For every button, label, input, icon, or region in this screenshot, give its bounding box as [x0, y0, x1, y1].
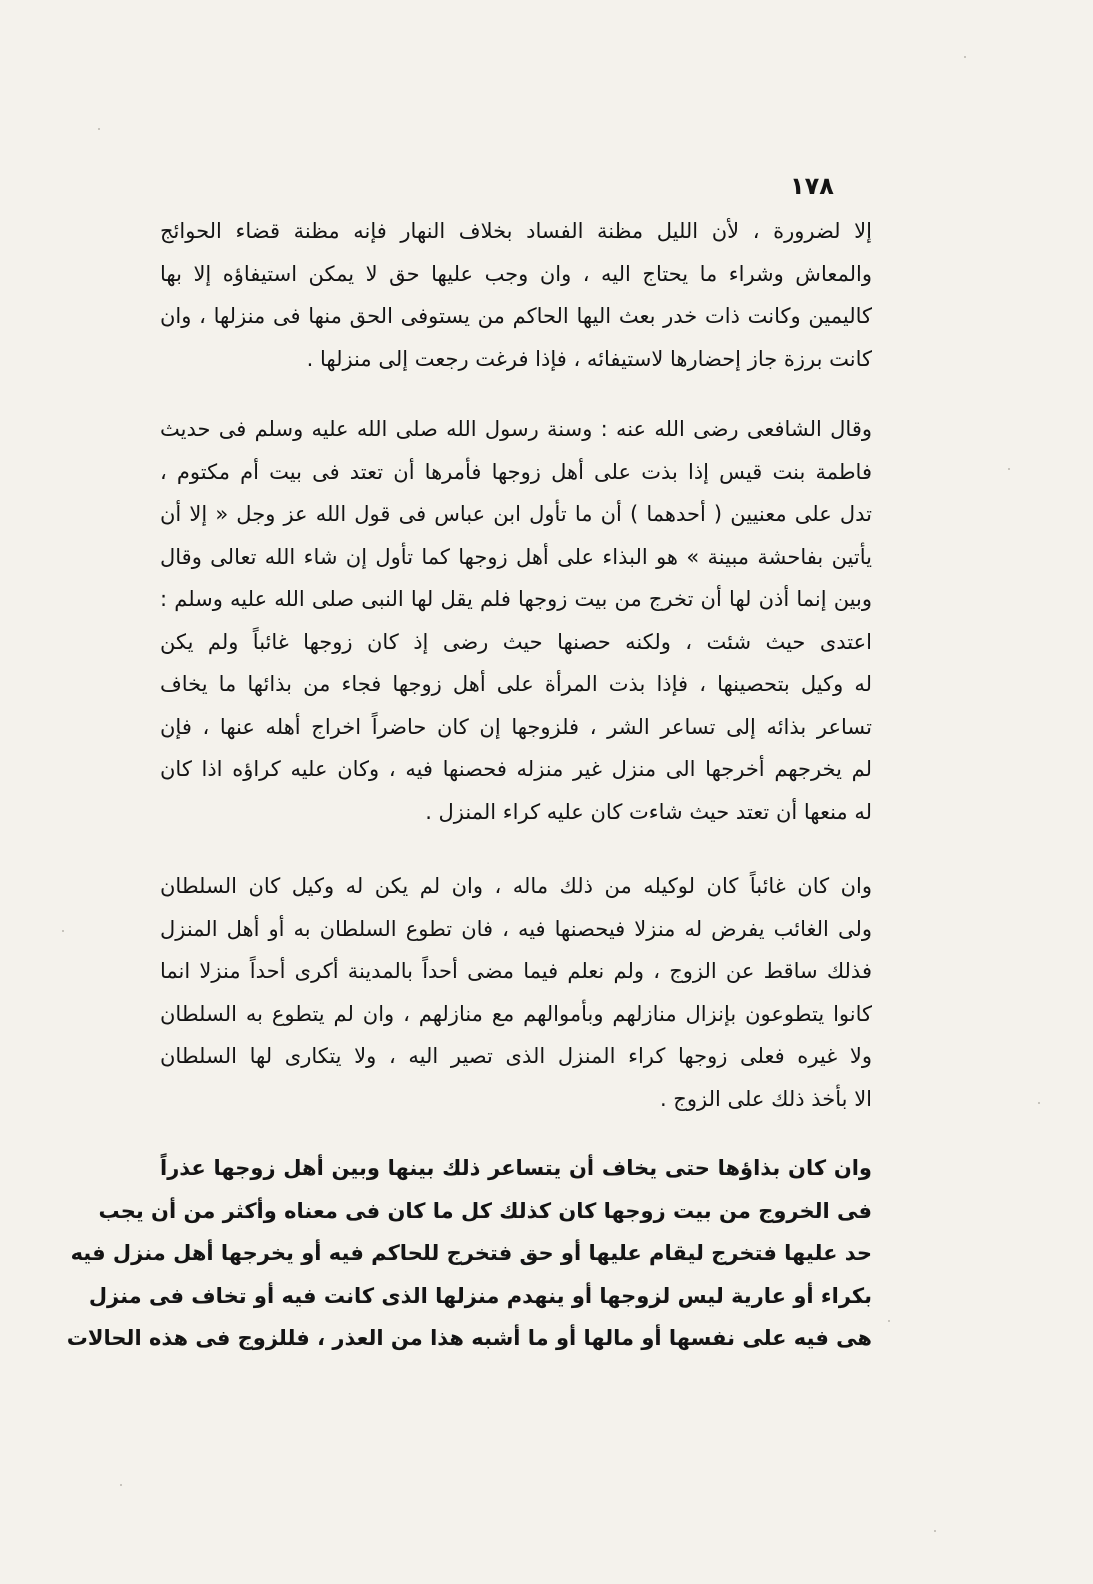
text-line: تدل على معنيين ( أحدهما ) أن ما تأول ابن عباس فى قول الله عز وجل « إلا أن — [160, 502, 872, 526]
text-line: الا بأخذ ذلك على الزوج . — [659, 1086, 872, 1111]
text-line: تساعر بذائه إلى تساعر الشر ، فلزوجها إن كان حاضراً اخراج أهله عنها ، فإن — [160, 714, 872, 739]
text-line: حد عليها فتخرج ليقام عليها أو حق فتخرج للحاكم فيه أو يخرجها أهل منزل فيه — [70, 1241, 872, 1265]
paragraph-3 — [160, 865, 872, 1120]
paragraph-4 — [66, 1147, 872, 1360]
text-line: إلا لضرورة ، لأن الليل مظنة الفساد بخلاف النهار فإنه مظنة قضاء الحوائج — [160, 219, 872, 243]
text-line: والمعاش وشراء ما يحتاج اليه ، وان وجب عليها حق لا يمكن استيفاؤه إلا بها — [160, 261, 872, 286]
text-line: فاطمة بنت قيس إذا بذت على أهل زوجها فأمرها أن تعتد فى بيت أم مكتوم ، — [160, 459, 872, 484]
page-number: ١٧٨ — [790, 172, 834, 200]
text-line: ولا غيره فعلى زوجها كراء المنزل الذى تصير اليه ، ولا يتكارى لها السلطان — [160, 1044, 872, 1068]
text-line: كانت برزة جاز إحضارها لاستيفائه ، فإذا فرغت رجعت إلى منزلها . — [306, 346, 872, 371]
text-line: وبين إنما أذن لها أن تخرج من بيت زوجها فلم يقل لها النبى صلى الله عليه وسلم : — [160, 587, 872, 611]
text-line: كاليمين وكانت ذات خدر بعث اليها الحاكم من يستوفى الحق منها فى منزلها ، وان — [160, 304, 872, 328]
paper-speck — [934, 1530, 936, 1532]
paper-speck — [964, 56, 966, 58]
paper-speck — [62, 930, 64, 932]
text-line: بكراء أو عارية ليس لزوجها أو ينهدم منزلها الذى كانت فيه أو تخاف فى منزل — [88, 1283, 872, 1308]
text-line: لم يخرجهم أخرجها الى منزل غير منزله فحصنها فيه ، وكان عليه كراؤه اذا كان — [160, 757, 872, 781]
paragraph-1 — [160, 210, 872, 380]
text-line: وان كان غائباً كان لوكيله من ذلك ماله ، وان لم يكن له وكيل كان السلطان — [160, 874, 872, 898]
text-line: وقال الشافعى رضى الله عنه : وسنة رسول الله صلى الله عليه وسلم فى حديث — [160, 417, 872, 441]
paper-speck — [1038, 1102, 1040, 1104]
text-line: له وكيل بتحصينها ، فإذا بذت المرأة على أهل زوجها فجاء من بذائها ما يخاف — [160, 672, 872, 696]
text-line: يأتين بفاحشة مبينة » هو البذاء على أهل زوجها كما تأول إن شاء الله تعالى وقال — [160, 544, 872, 569]
text-line: كانوا يتطوعون بإنزال منازلهم وبأموالهم مع منازلهم ، وان لم يتطوع به السلطان — [160, 1001, 872, 1026]
paper-speck — [98, 128, 100, 130]
text-line: ولى الغائب يفرض له منزلا فيحصنها فيه ، فان تطوع السلطان به أو أهل المنزل — [160, 916, 872, 941]
text-line: اعتدى حيث شئت ، ولكنه حصنها حيث رضى إذ كان زوجها غائباً ولم يكن — [160, 629, 872, 654]
text-line: هى فيه على نفسها أو مالها أو ما أشبه هذا من العذر ، فللزوج فى هذه الحالات — [66, 1326, 872, 1350]
paper-speck — [120, 1484, 122, 1486]
text-line: فذلك ساقط عن الزوج ، ولم نعلم فيما مضى أحداً بالمدينة أكرى أحداً منزلا انما — [160, 959, 872, 983]
text-line: له منعها أن تعتد حيث شاءت كان عليه كراء المنزل . — [425, 799, 872, 824]
text-line: فى الخروج من بيت زوجها كان كذلك كل ما كان فى معناه وأكثر من أن يجب — [98, 1198, 872, 1223]
paragraph-2 — [160, 408, 872, 833]
text-line: وان كان بذاؤها حتى يخاف أن يتساعر ذلك بينها وبين أهل زوجها عذراً — [160, 1156, 872, 1180]
paper-speck — [1008, 468, 1010, 470]
paper-speck — [888, 1320, 890, 1322]
